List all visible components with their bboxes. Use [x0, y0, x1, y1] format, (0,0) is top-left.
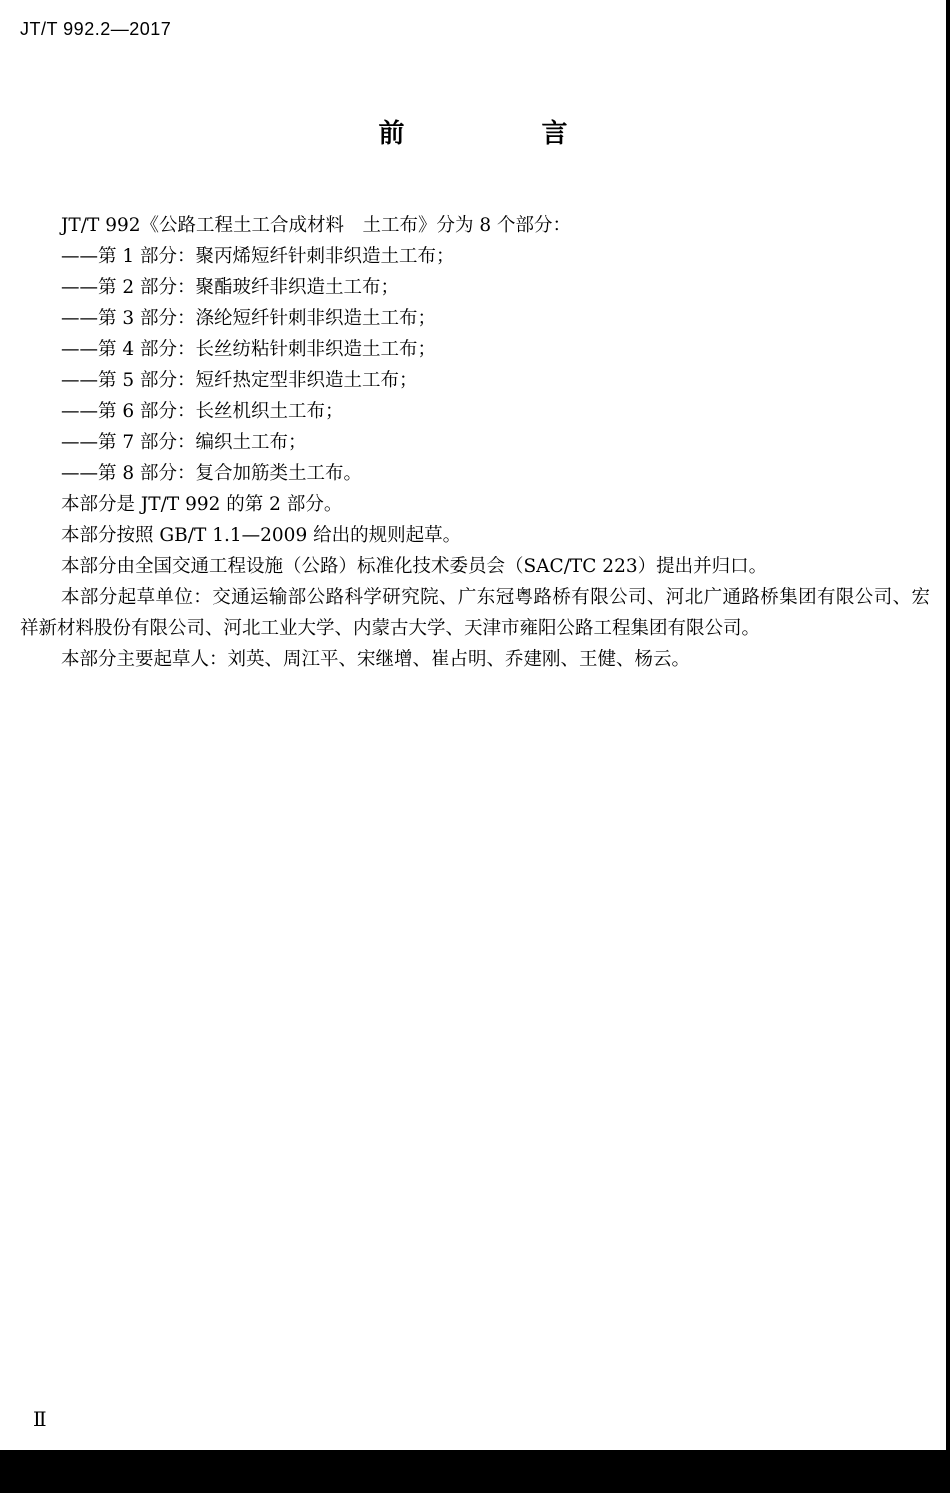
bottom-black-band	[0, 1450, 950, 1493]
part-item: ——第 1 部分：聚丙烯短纤针刺非织造土工布；	[61, 246, 455, 267]
part-item: ——第 8 部分：复合加筋类土工布。	[61, 463, 363, 484]
part-of-statement: 本部分是 JT/T 992 的第 2 部分。	[61, 494, 343, 515]
part-item: ——第 7 部分：编织土工布；	[61, 432, 307, 453]
part-item: ——第 2 部分：聚酯玻纤非织造土工布；	[61, 277, 400, 298]
page-edge-rule	[946, 0, 950, 1450]
page-title: 前 言	[378, 119, 632, 149]
page-number: Ⅱ	[33, 1407, 47, 1431]
part-item: ——第 5 部分：短纤热定型非织造土工布；	[61, 370, 418, 391]
proposed-by-statement: 本部分由全国交通工程设施（公路）标准化技术委员会（SAC/TC 223）提出并归口。	[61, 556, 768, 577]
main-drafters-statement: 本部分主要起草人：刘英、周江平、宋继增、崔占明、乔建刚、王健、杨云。	[61, 649, 691, 670]
part-item: ——第 6 部分：长丝机织土工布；	[61, 401, 344, 422]
drafting-rules-statement: 本部分按照 GB/T 1.1—2009 给出的规则起草。	[61, 525, 462, 546]
foreword-body	[20, 210, 930, 675]
part-item: ——第 4 部分：长丝纺粘针刺非织造土工布；	[61, 339, 437, 360]
standard-number-header: JT/T 992.2—2017	[20, 19, 172, 39]
drafting-units-statement: 本部分起草单位：交通运输部公路科学研究院、广东冠粤路桥有限公司、河北广通路桥集团有限公司、宏祥新材料股份有限公司、河北工业大学、内蒙古大学、天津市雍阳公路工程集团有限公司。	[20, 587, 930, 639]
intro-line: JT/T 992《公路工程土工合成材料 土工布》分为 8 个部分：	[61, 215, 572, 236]
part-item: ——第 3 部分：涤纶短纤针刺非织造土工布；	[61, 308, 437, 329]
